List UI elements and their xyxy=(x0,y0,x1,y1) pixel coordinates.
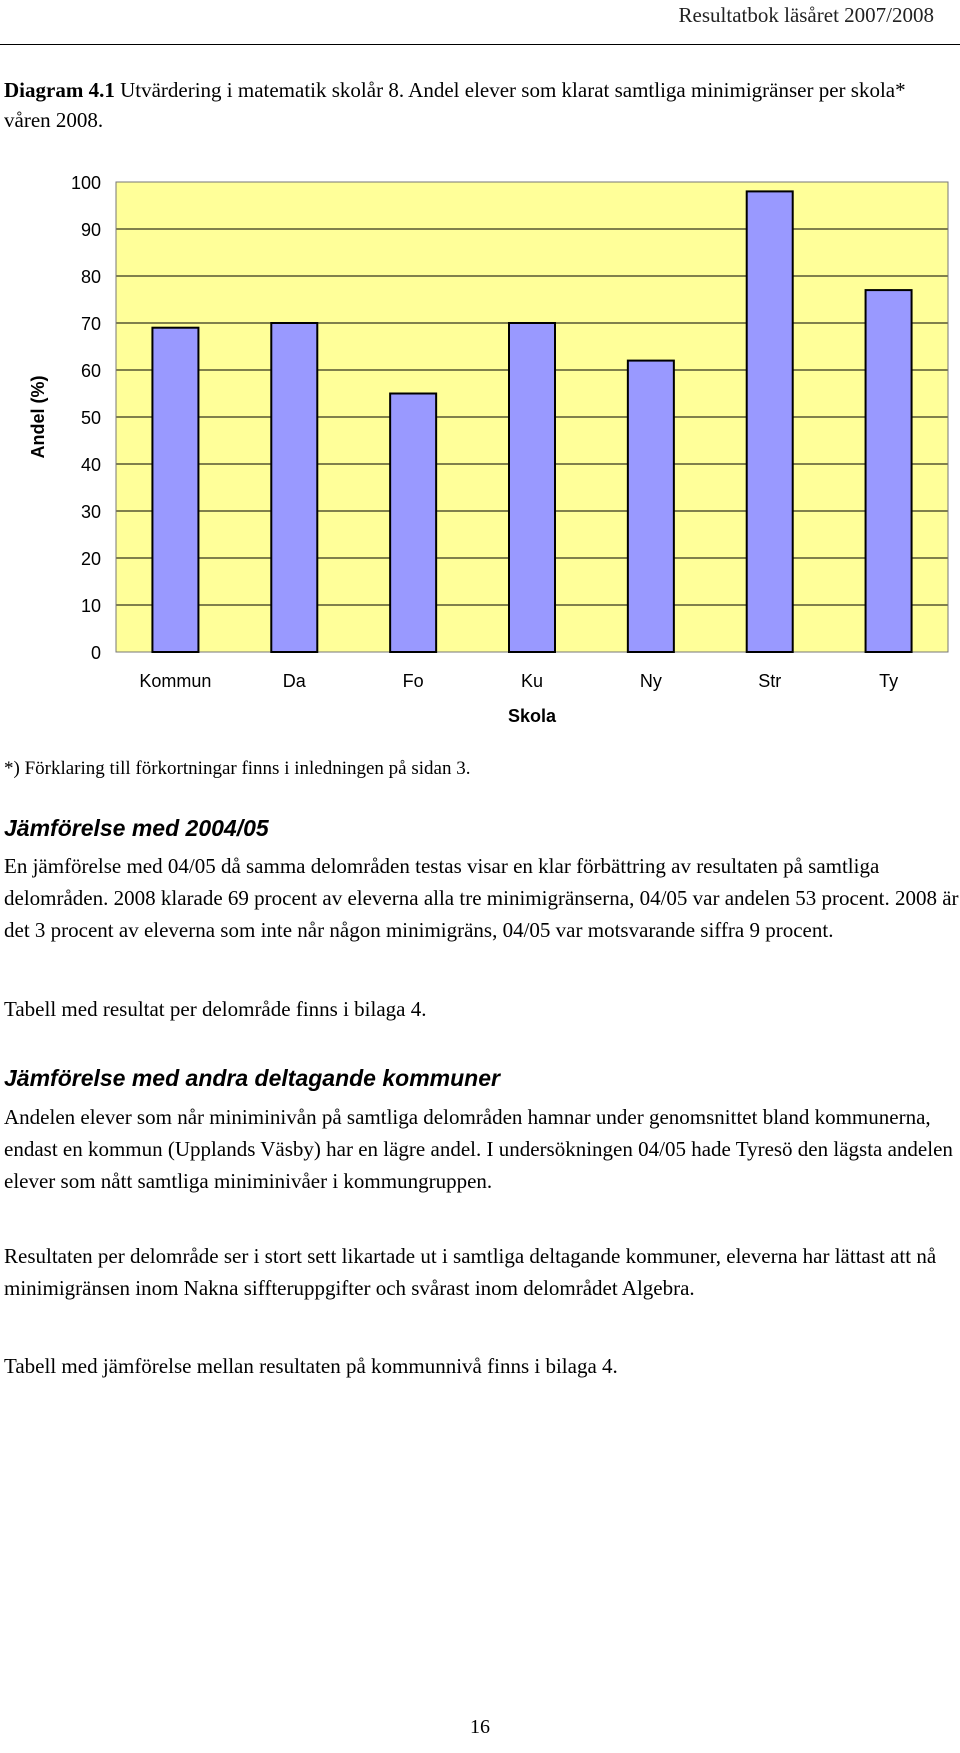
x-tick-label: Fo xyxy=(402,671,424,691)
x-axis-title: Skola xyxy=(507,706,557,726)
figure-caption xyxy=(4,75,934,135)
y-tick-label: 100 xyxy=(70,173,101,193)
x-tick-label: Da xyxy=(282,671,306,691)
bar-chart xyxy=(0,160,960,740)
bar-ty xyxy=(866,290,912,652)
x-tick-label: Ty xyxy=(879,671,899,691)
paragraph: Tabell med resultat per delområde finns i bilaga 4. xyxy=(4,997,427,1021)
bar-ny xyxy=(628,361,674,652)
y-tick-label: 70 xyxy=(80,314,101,334)
x-tick-label: Ku xyxy=(520,671,544,691)
section-heading-2004-05: Jämförelse med 2004/05 xyxy=(4,815,269,841)
paragraph: Tabell med jämförelse mellan resultaten på kommunnivå finns i bilaga 4. xyxy=(4,1354,618,1378)
header-rule xyxy=(0,44,960,45)
bar-fo xyxy=(390,394,436,653)
footnote: *) Förklaring till förkortningar finns i inledningen på sidan 3. xyxy=(4,758,471,779)
paragraph: Resultaten per delområde ser i stort sett likartade ut i samtliga deltagande kommuner, eleverna har lättast att nå minimigränsen inom Nakna siffteruppgifter och svårast inom delområdet Algebra. xyxy=(4,1244,937,1300)
y-tick-label: 10 xyxy=(80,596,101,616)
y-tick-label: 0 xyxy=(90,643,101,663)
bar-da xyxy=(271,323,317,652)
y-tick-label: 30 xyxy=(80,502,101,522)
y-tick-label: 50 xyxy=(80,408,101,428)
y-tick-label: 20 xyxy=(80,549,101,569)
figure-label: Diagram 4.1 xyxy=(4,78,115,102)
y-axis-title: Andel (%) xyxy=(28,375,48,459)
bar-ku xyxy=(509,323,555,652)
y-tick-label: 80 xyxy=(80,267,101,287)
page-number: 16 xyxy=(470,1716,490,1738)
bar-kommun xyxy=(152,328,198,652)
paragraph: Andelen elever som når miniminivån på samtliga delområden hamnar under genomsnittet bland kommunerna, endast en kommun (Upplands Väsby) har en lägre andel. I undersökningen 04/05 hade Tyresö den lägsta andelen elever som nått samtliga miniminivåer i kommungruppen. xyxy=(4,1105,953,1193)
figure-caption-text: Utvärdering i matematik skolår 8. Andel elever som klarat samtliga minimigränser per skola* våren 2008. xyxy=(4,78,906,132)
y-tick-label: 40 xyxy=(80,455,101,475)
y-tick-label: 60 xyxy=(80,361,101,381)
section-heading-kommuner: Jämförelse med andra deltagande kommuner xyxy=(4,1065,500,1091)
paragraph: En jämförelse med 04/05 då samma delområden testas visar en klar förbättring av resultaten på samtliga delområden. 2008 klarade 69 procent av eleverna alla tre minimigränserna, 04/05 var andelen 53 procent. 2008 är det 3 procent av eleverna som inte når någon minimigräns, 04/05 var motsvarande siffra 9 procent. xyxy=(4,854,959,942)
y-tick-label: 90 xyxy=(80,220,101,240)
running-title: Resultatbok läsåret 2007/2008 xyxy=(678,3,934,27)
x-tick-label: Str xyxy=(758,671,782,691)
bar-str xyxy=(747,191,793,652)
x-tick-label: Ny xyxy=(639,671,662,691)
x-tick-label: Kommun xyxy=(139,671,212,691)
